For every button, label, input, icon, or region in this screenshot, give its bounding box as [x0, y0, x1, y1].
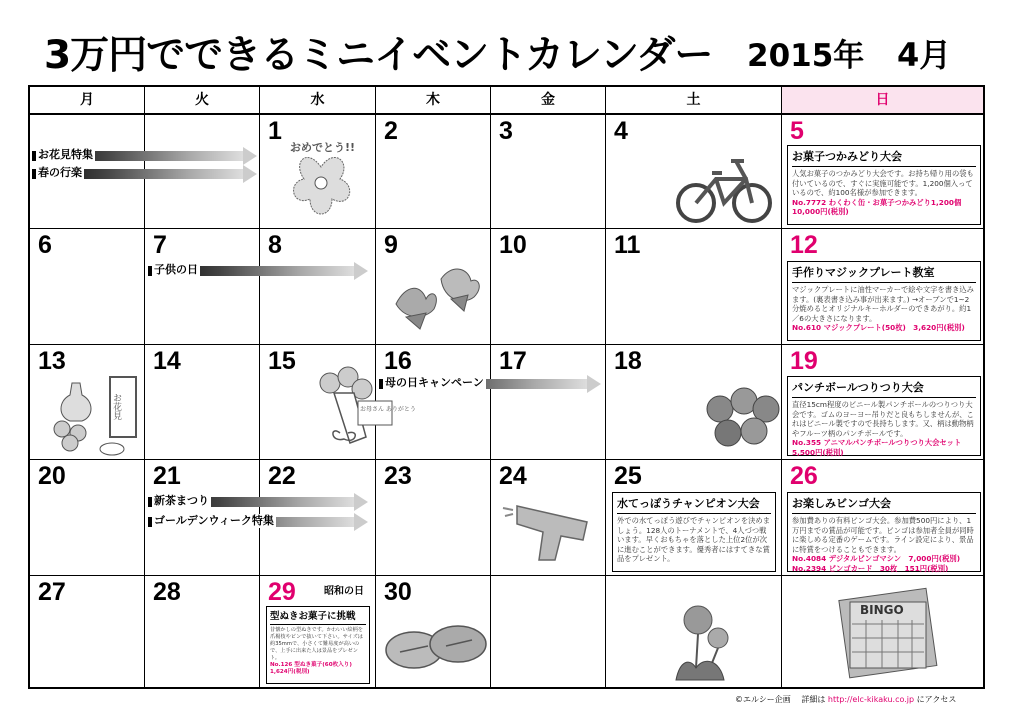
- banner-kodomo: [148, 264, 368, 278]
- holiday-label: 昭和の日: [324, 586, 364, 597]
- event-price: No.355 アニマルパンチボールつりつり大会セット 5,500円(税別): [792, 438, 962, 457]
- day-cell-20: [30, 460, 145, 576]
- website-link[interactable]: http://elc-kikaku.co.jp: [827, 695, 915, 704]
- event-title: 型ぬきお菓子に挑戦: [270, 608, 366, 625]
- day-cell-26: [782, 460, 983, 576]
- event-title: 手作りマジックプレート教室: [792, 264, 976, 283]
- day-number: 13: [38, 347, 66, 375]
- bicycle-icon: [676, 151, 772, 225]
- day-number: 8: [268, 231, 282, 259]
- day-cell-24: [491, 460, 606, 576]
- day-cell-6: [30, 229, 145, 345]
- bingo-card-illustration: [838, 584, 938, 676]
- event-price: No.4084 デジタルビンゴマシン 7,000円(税別) No.2394 ビンゴカード 30枚 151円(税別): [792, 554, 968, 573]
- event-box: [612, 492, 776, 572]
- day-number: 29: [268, 578, 296, 606]
- day-cell-blank: [606, 576, 782, 687]
- hanami-sign-text: お花見: [111, 393, 121, 420]
- event-title: お楽しみビンゴ大会: [792, 495, 976, 514]
- day-cell-7: [145, 229, 260, 345]
- weekday-tue: 火: [145, 87, 260, 113]
- year-label: 2015年: [747, 38, 865, 74]
- day-number: 19: [790, 347, 818, 375]
- hanami-set-illustration: [42, 373, 142, 457]
- event-title: お菓子つかみどり大会: [792, 148, 976, 167]
- congrats-text: おめでとう!!: [290, 141, 356, 154]
- day-number: 5: [790, 117, 804, 145]
- footer: [735, 694, 956, 705]
- day-number: 9: [384, 231, 398, 259]
- day-number: 25: [614, 462, 642, 490]
- event-description: 人気お菓子のつかみどり大会です。お持ち帰り用の袋も付いているので、すぐに実施可能です。1,200個入っているので、約100名様が参加できます。: [792, 169, 974, 197]
- day-number: 30: [384, 578, 412, 606]
- event-price: No.610 マジックプレート(50枚) 3,620円(税別): [792, 323, 965, 332]
- event-description: 昔懐かしの型ぬきです。かわいい絵柄を爪楊枝やピンで抜いて下さい。サイズは約35mmで、小さくて難易度が高いので、上手に出来た人は景品をプレゼント。: [270, 627, 363, 661]
- event-box: [787, 492, 981, 572]
- day-cell-12: [782, 229, 983, 345]
- day-cell-blank: [491, 576, 606, 687]
- day-cell-23: [376, 460, 491, 576]
- weekday-wed: 水: [260, 87, 376, 113]
- day-cell-28: [145, 576, 260, 687]
- day-number: 15: [268, 347, 296, 375]
- water-gun-illustration: [499, 488, 603, 568]
- day-cell-1: [260, 115, 376, 229]
- calendar-grid: [28, 85, 985, 689]
- day-number: 12: [790, 231, 818, 259]
- event-description: 外での水てっぽう遊びでチャンピオンを決めましょう。128人のトーナメントで、4人づつ戦います。早くおもちゃを落とした上位2位が次に進むことができます。優秀者にはすてきな賞品をプレゼント。: [617, 516, 771, 563]
- day-number: 28: [153, 578, 181, 606]
- day-number: 6: [38, 231, 52, 259]
- day-number: 20: [38, 462, 66, 490]
- day-cell-2: [376, 115, 491, 229]
- event-description: 直径15cm程度のビニール製パンチボールのつりつり大会です。ゴムのヨーヨー吊りだと良もちしませんが、これはビニール製ですので長持ちします。又、柄は動物柄やフルーツ柄のパンチボールです。: [792, 400, 974, 438]
- weekday-header-row: [30, 87, 983, 115]
- day-cell-8: [260, 229, 376, 345]
- birds-illustration: [386, 259, 486, 339]
- day-number: 11: [614, 231, 641, 259]
- event-price: No.126 型ぬき菓子(60枚入り) 1,624円(税別): [270, 662, 358, 676]
- cherry-blossom-illustration: [282, 137, 360, 223]
- banner-label: 新茶まつり: [154, 494, 209, 507]
- day-cell-14: [145, 345, 260, 460]
- day-cell-19: [782, 345, 983, 460]
- banner-label: お花見特集: [38, 148, 93, 161]
- weekday-sat: 土: [606, 87, 782, 113]
- day-cell-18: [606, 345, 782, 460]
- event-description: マジックプレートに油性マーカーで絵や文字を書き込みます。(裏表書き込み事が出来ます。) →オーブンで1~2分焼めるとオリジナルキーホルダーのできあがり。約1／6の大きさになります。: [792, 285, 974, 323]
- weekday-sun: 日: [782, 87, 983, 113]
- banner-haha: [379, 377, 601, 391]
- day-number: 27: [38, 578, 66, 606]
- day-cell-17: [491, 345, 606, 460]
- day-number: 16: [384, 347, 412, 375]
- bingo-text: BINGO: [860, 603, 904, 617]
- weekday-mon: 月: [30, 87, 145, 113]
- day-cell-16: [376, 345, 491, 460]
- day-number: 18: [614, 347, 642, 375]
- flowers-illustration: [656, 598, 746, 684]
- day-cell-4: [606, 115, 782, 229]
- copyright-text: ©エルシー企画: [735, 695, 791, 704]
- day-number: 14: [153, 347, 181, 375]
- day-number: 4: [614, 117, 628, 145]
- weekday-fri: 金: [491, 87, 606, 113]
- weekday-thu: 木: [376, 87, 491, 113]
- banner-hanami: [32, 149, 257, 163]
- day-number: 24: [499, 462, 527, 490]
- day-number: 21: [153, 462, 181, 490]
- day-number: 22: [268, 462, 296, 490]
- banner-label: ゴールデンウィーク特集: [154, 514, 274, 527]
- day-cell-9: [376, 229, 491, 345]
- day-number: 7: [153, 231, 167, 259]
- banner-shincha: [148, 495, 368, 509]
- event-title: パンチボールつりつり大会: [792, 379, 976, 398]
- day-cell-10: [491, 229, 606, 345]
- day-number: 3: [499, 117, 513, 145]
- event-price: No.7772 わくわく缶・お菓子つかみどり1,200個 10,000円(税別): [792, 197, 969, 216]
- event-description: 参加費ありの有料ビンゴ大会。参加費500円により、1万円までの賞品が可能です。ビンゴは参加者全員が同時に楽しめる定番のゲームです。ライン設定により、景品に特賞をつけることもできます。: [792, 516, 974, 554]
- banner-label: 子供の日: [154, 263, 198, 276]
- day-number: 1: [268, 117, 282, 145]
- event-box: [787, 261, 981, 341]
- card-text: お母さん ありがとう: [360, 406, 416, 413]
- event-box: [787, 376, 981, 456]
- day-cell-27: [30, 576, 145, 687]
- banner-label: 母の日キャンペーン: [385, 376, 484, 389]
- detail-text: 詳細は: [801, 695, 826, 704]
- banner-haru: [32, 167, 257, 181]
- day-number: 17: [499, 347, 527, 375]
- day-number: 10: [499, 231, 527, 259]
- senbei-illustration: [384, 616, 488, 676]
- event-title: 水てっぽうチャンピオン大会: [617, 495, 771, 514]
- event-box: [266, 606, 370, 684]
- access-text: にアクセス: [916, 695, 957, 704]
- day-number: 23: [384, 462, 412, 490]
- day-number: 2: [384, 117, 398, 145]
- day-cell-blank: [782, 576, 983, 687]
- day-cell-11: [606, 229, 782, 345]
- banner-golden-week: [148, 515, 368, 529]
- banner-label: 春の行楽: [38, 166, 82, 179]
- day-number: 26: [790, 462, 818, 490]
- event-box: [787, 145, 981, 225]
- day-cell-13: [30, 345, 145, 460]
- month-label: 4月: [897, 36, 952, 74]
- poster-title: 3万円でできるミニイベントカレンダー: [44, 33, 713, 78]
- day-cell-29: [260, 576, 376, 687]
- day-cell-30: [376, 576, 491, 687]
- day-cell-5: [782, 115, 983, 229]
- punch-balls-illustration: [702, 379, 782, 453]
- day-cell-25: [606, 460, 782, 576]
- day-cell-3: [491, 115, 606, 229]
